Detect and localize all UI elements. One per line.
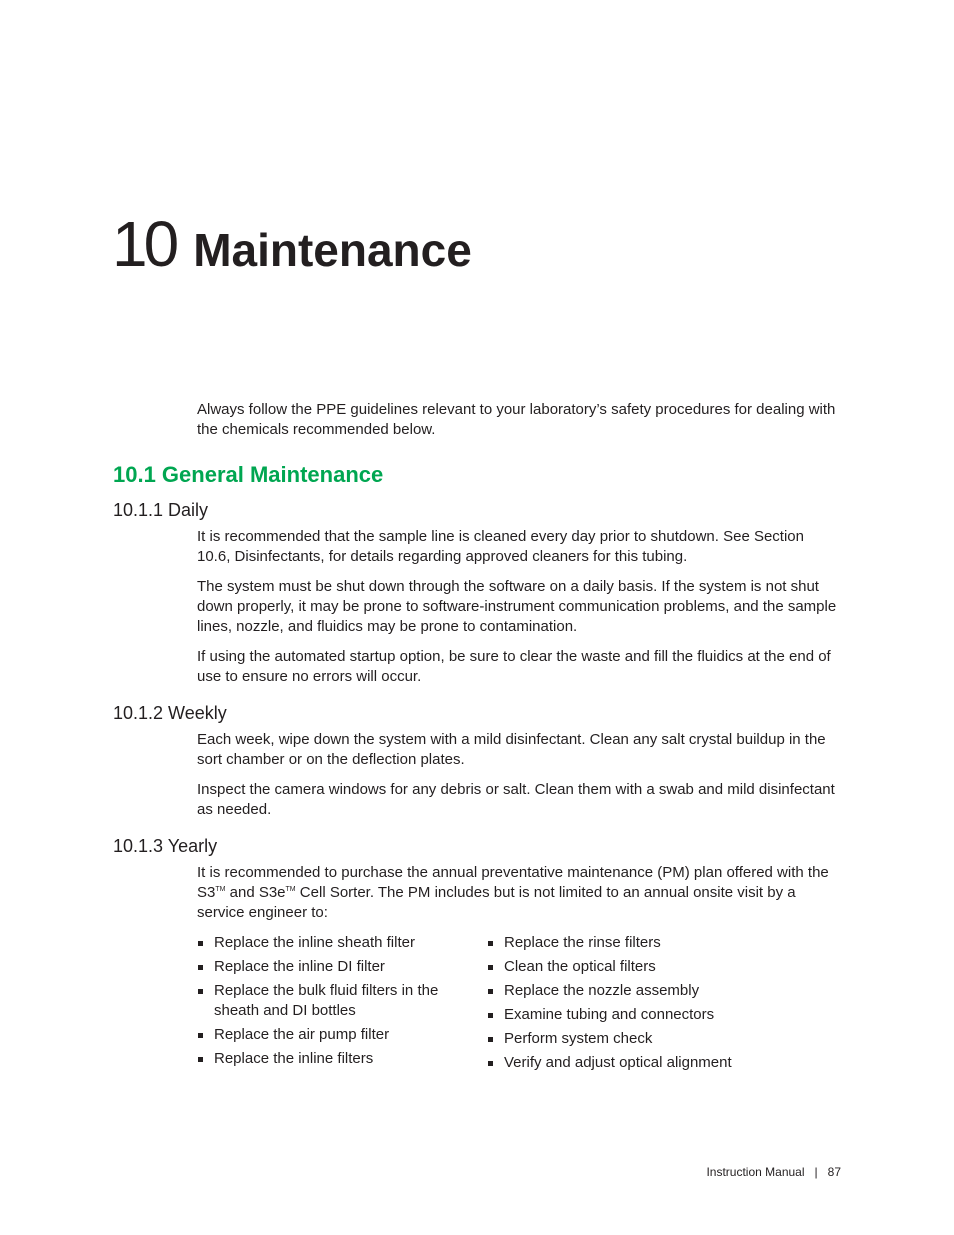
maintenance-list-left <box>197 933 447 1073</box>
list-item: Verify and adjust optical alignment <box>487 1053 807 1073</box>
list-item: Replace the inline DI filter <box>197 957 447 977</box>
list-item: Replace the bulk fluid filters in the sheath and DI bottles <box>197 981 447 1021</box>
chapter-number: 10 <box>112 208 176 280</box>
list-item: Replace the inline filters <box>197 1049 447 1069</box>
list-item: Examine tubing and connectors <box>487 1005 807 1025</box>
footer-label: Instruction Manual <box>706 1165 805 1179</box>
daily-paragraph: It is recommended that the sample line is cleaned every day prior to shutdown. See Section 10.6, Disinfectants, for details regarding approved cleaners for this tubing. <box>197 528 804 565</box>
trademark-mark: TM <box>215 886 226 893</box>
chapter-heading <box>112 208 472 292</box>
yearly-body <box>197 863 837 923</box>
yearly-text-c: Cell Sorter. The PM includes but is not limited to an annual onsite visit by a service engineer to: <box>197 884 796 921</box>
list-item: Perform system check <box>487 1029 807 1049</box>
daily-paragraph: The system must be shut down through the software on a daily basis. If the system is not shut down properly, it may be prone to software-instrument communication problems, and the sample lines, nozzle, and fluidics may be prone to contamination. <box>197 578 837 635</box>
list-item: Replace the nozzle assembly <box>487 981 807 1001</box>
page-number: 87 <box>827 1165 841 1179</box>
weekly-paragraph: Each week, wipe down the system with a mild disinfectant. Clean any salt crystal buildup in the sort chamber or on the deflection plates. <box>197 731 826 768</box>
subsection-title-weekly: 10.1.2 Weekly <box>113 703 227 723</box>
weekly-paragraph: Inspect the camera windows for any debris or salt. Clean them with a swab and mild disinfectant as needed. <box>197 781 835 818</box>
maintenance-list-right <box>487 933 807 1077</box>
subsection-title-daily: 10.1.1 Daily <box>113 500 209 520</box>
page-footer <box>706 1165 841 1179</box>
subsection-title-yearly: 10.1.3 Yearly <box>113 836 218 856</box>
footer-separator: | <box>814 1165 818 1179</box>
yearly-text-a: It is recommended to purchase the annual preventative maintenance (PM) plan offered with the S3 <box>197 864 829 901</box>
chapter-title: Maintenance <box>193 224 472 276</box>
list-item: Replace the air pump filter <box>197 1025 447 1045</box>
list-item: Replace the inline sheath filter <box>197 933 447 953</box>
list-item: Replace the rinse filters <box>487 933 807 953</box>
yearly-paragraph <box>197 863 837 923</box>
list-item: Clean the optical filters <box>487 957 807 977</box>
yearly-text-b: and S3e <box>225 884 286 901</box>
trademark-mark: TM <box>285 886 296 893</box>
daily-body <box>197 527 837 687</box>
section-title-general-maintenance: 10.1 General Maintenance <box>113 462 384 487</box>
weekly-body <box>197 730 837 820</box>
intro-paragraph: Always follow the PPE guidelines relevant to your laboratory’s safety procedures for dealing with the chemicals recommended below. <box>197 401 836 438</box>
intro-block <box>197 400 837 440</box>
daily-paragraph: If using the automated startup option, be sure to clear the waste and fill the fluidics at the end of use to ensure no errors will occur. <box>197 648 831 685</box>
